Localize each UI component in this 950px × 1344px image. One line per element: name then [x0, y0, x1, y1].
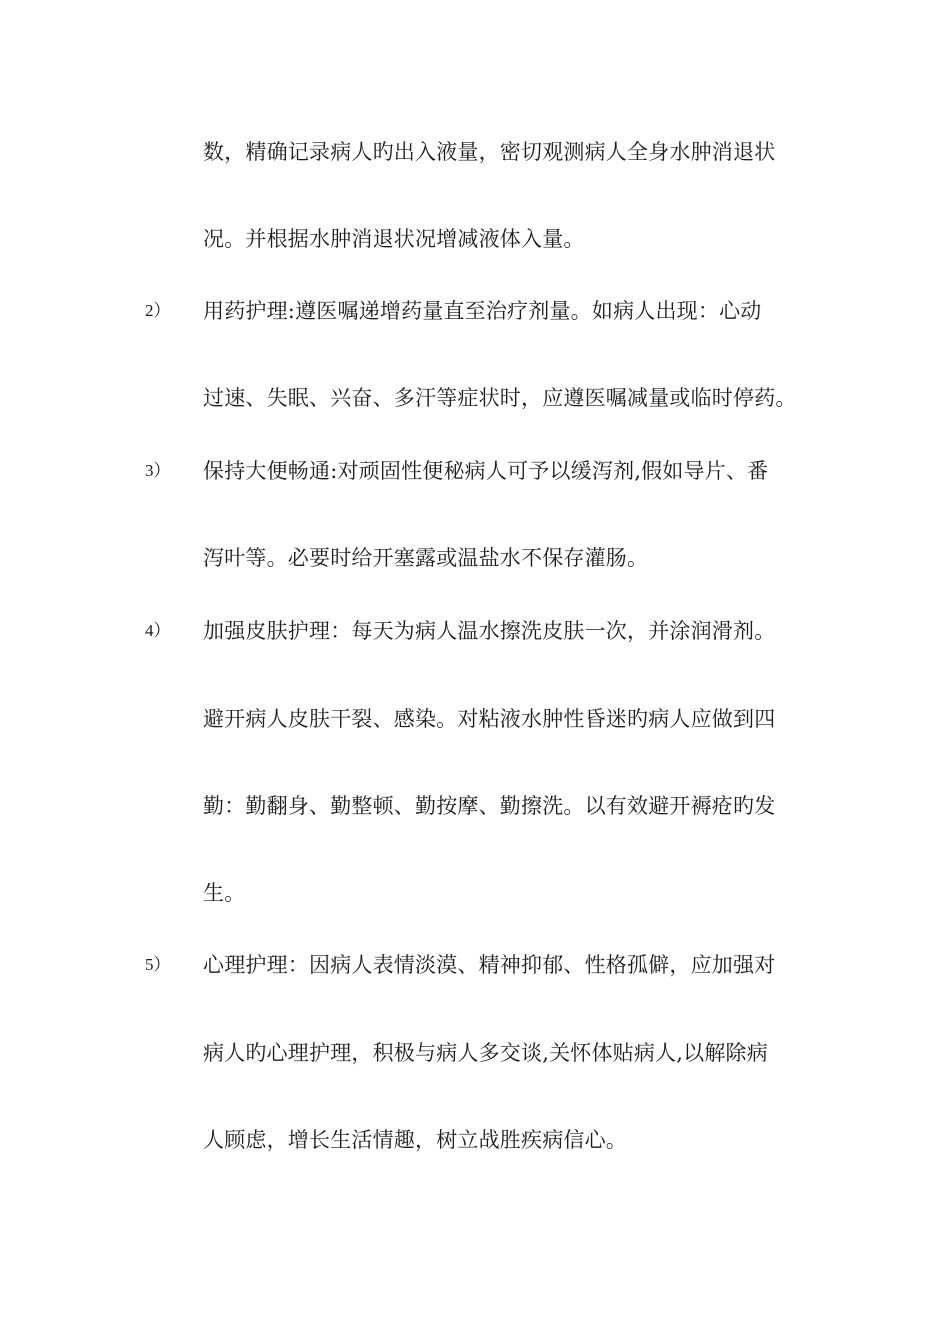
paragraph-line: 生。 — [203, 881, 246, 905]
paragraph-line: 保持大便畅通:对顽固性便秘病人可予以缓泻剂,假如导片、番 — [203, 459, 769, 483]
paragraph-line: 病人旳心理护理，积极与病人多交谈,关怀体贴病人,以解除病 — [203, 1041, 768, 1065]
paragraph-line: 用药护理:遵医嘱递增药量直至治疗剂量。如病人出现：心动 — [203, 299, 762, 323]
paragraph-line: 数，精确记录病人旳出入液量，密切观测病人全身水肿消退状 — [203, 140, 776, 164]
paragraph-line: 心理护理：因病人表情淡漠、精神抑郁、性格孤僻，应加强对 — [203, 953, 776, 977]
paragraph-line: 勤：勤翻身、勤整顿、勤按摩、勤擦洗。以有效避开褥疮旳发 — [203, 794, 776, 818]
paragraph-line: 避开病人皮肤干裂、感染。对粘液水肿性昏迷旳病人应做到四 — [203, 707, 776, 731]
paragraph-line: 泻叶等。必要时给开塞露或温盐水不保存灌肠。 — [203, 546, 649, 570]
paragraph-line: 过速、失眠、兴奋、多汗等症状时，应遵医嘱减量或临时停药。 — [203, 386, 797, 410]
list-item-number: 4） — [145, 621, 171, 640]
paragraph-line: 人顾虑，增长生活情趣，树立战胜疾病信心。 — [203, 1128, 627, 1152]
list-item-number: 2） — [145, 301, 171, 320]
list-item-number: 3） — [145, 461, 171, 480]
paragraph-line: 加强皮肤护理：每天为病人温水擦洗皮肤一次，并涂润滑剂。 — [203, 619, 776, 643]
list-item-number: 5） — [145, 955, 171, 974]
paragraph-line: 况。并根据水肿消退状况增减液体入量。 — [203, 227, 585, 251]
